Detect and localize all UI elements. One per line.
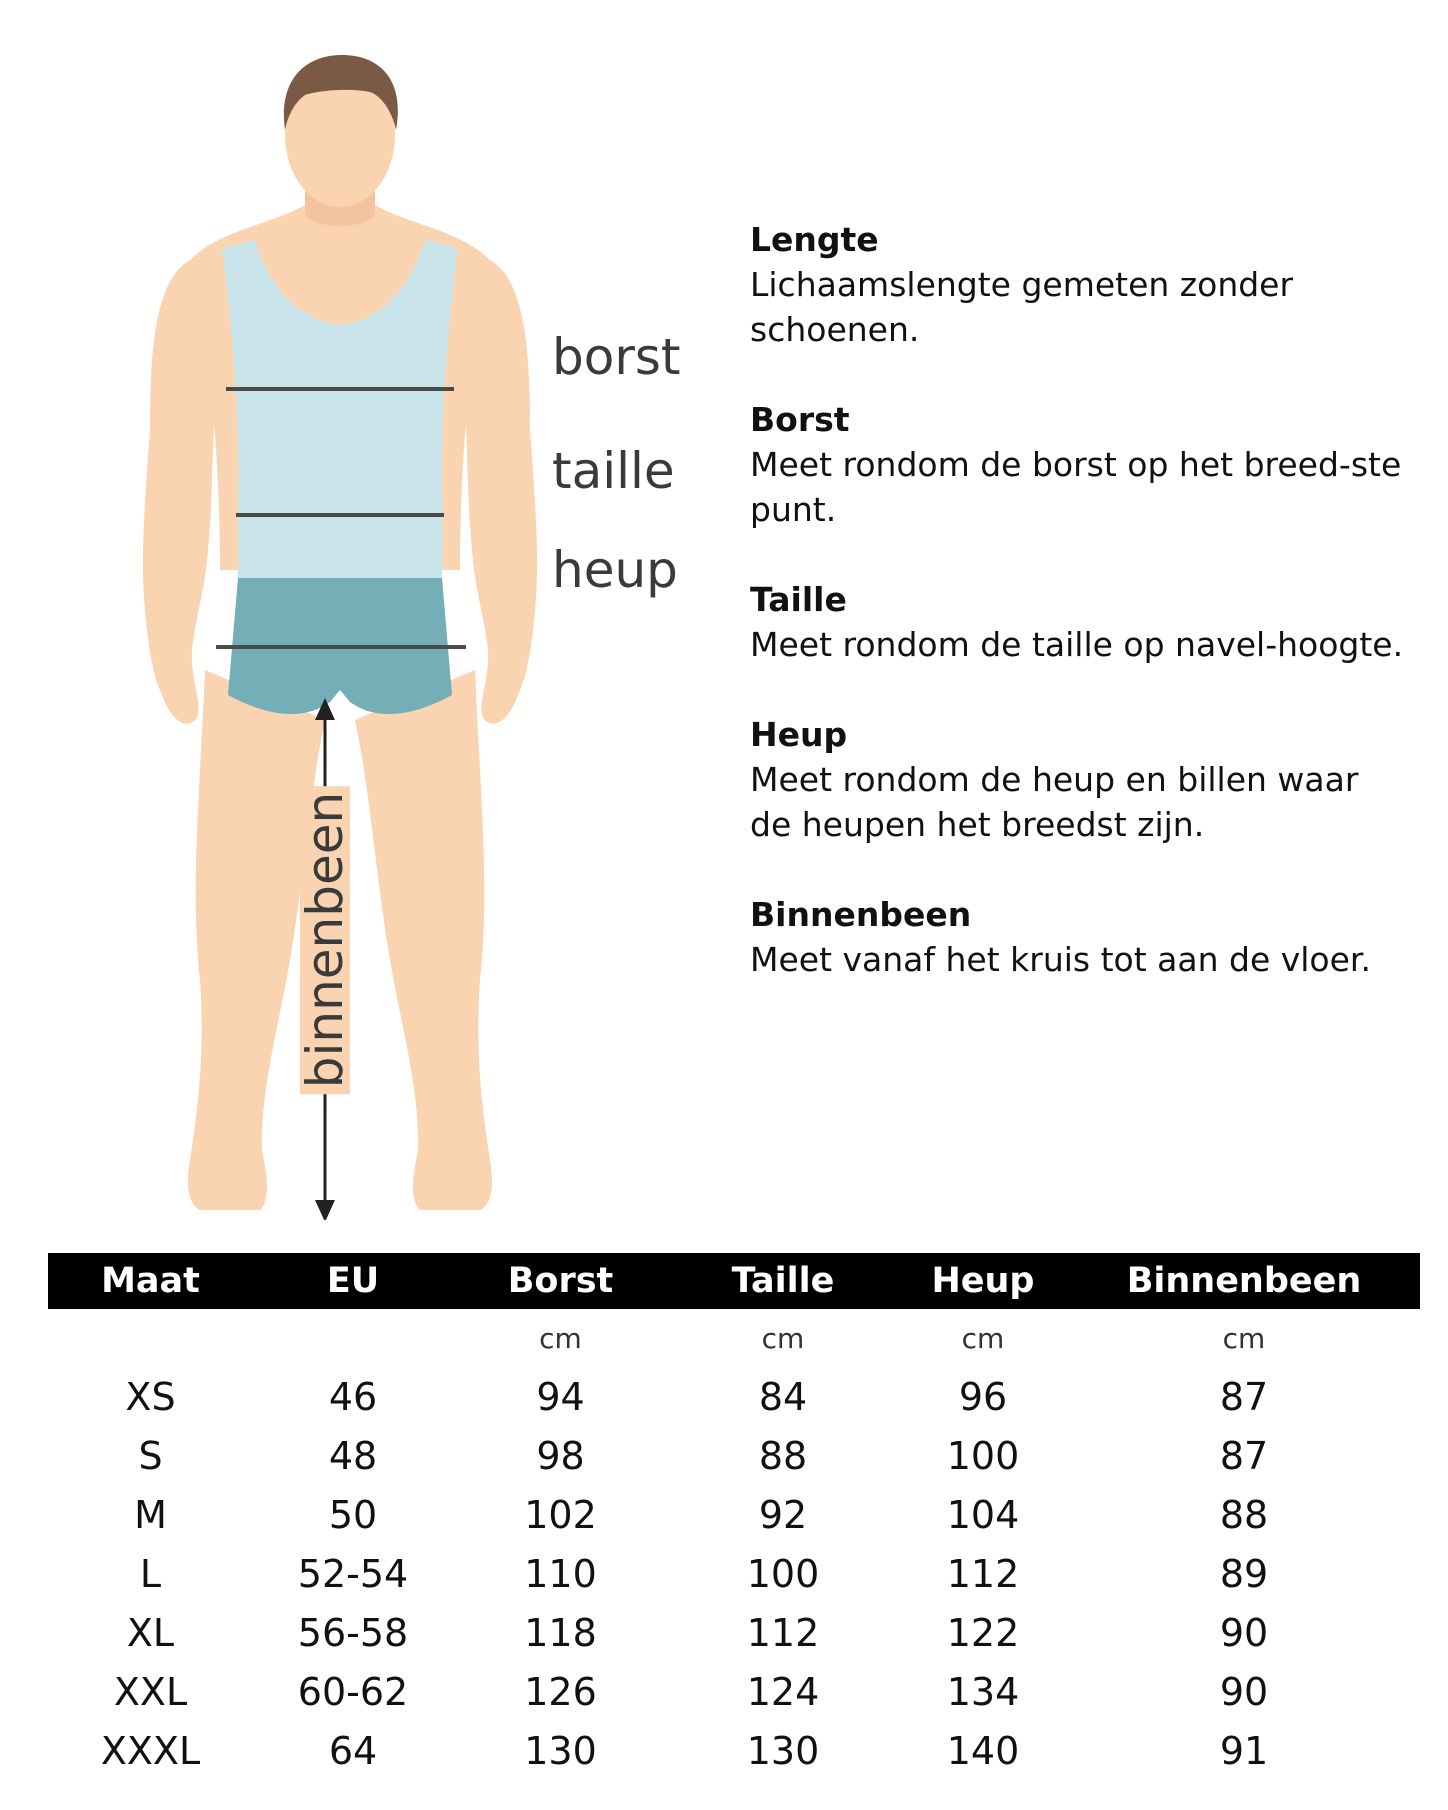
unit-cell xyxy=(48,1309,253,1367)
column-header-binnenbeen: Binnenbeen xyxy=(1068,1253,1420,1309)
description-text: Meet rondom de heup en billen waar de heupen het breedst zijn. xyxy=(750,760,1359,844)
cell-taille: 88 xyxy=(758,1433,808,1478)
cell-binnenbeen: 88 xyxy=(1219,1492,1269,1537)
cell-binnenbeen: 90 xyxy=(1219,1610,1269,1655)
unit-cell: cm xyxy=(961,1321,1005,1355)
description-text: Meet rondom de borst op het breed-ste punt. xyxy=(750,445,1402,529)
cell-eu: 46 xyxy=(328,1374,378,1419)
table-header-row xyxy=(48,1253,1420,1309)
inseam-label: binnenbeen xyxy=(300,786,350,1094)
table-row xyxy=(48,1603,1420,1662)
cell-borst: 126 xyxy=(524,1669,597,1714)
description-text: Meet rondom de taille op navel-hoogte. xyxy=(750,625,1404,664)
cell-binnenbeen: 91 xyxy=(1219,1728,1269,1773)
column-header-borst: Borst xyxy=(453,1253,668,1309)
description-taille xyxy=(750,578,1410,667)
cell-maat: S xyxy=(138,1433,163,1478)
units-row xyxy=(48,1309,1420,1367)
cell-eu: 50 xyxy=(328,1492,378,1537)
cell-eu: 48 xyxy=(328,1433,378,1478)
cell-borst: 94 xyxy=(536,1374,585,1419)
unit-cell: cm xyxy=(1222,1321,1266,1355)
size-table xyxy=(48,1253,1420,1780)
cell-borst: 98 xyxy=(536,1433,585,1478)
description-title: Borst xyxy=(750,400,850,439)
waist-label: taille xyxy=(552,442,675,500)
cell-maat: XXL xyxy=(113,1669,188,1714)
cell-maat: XXXL xyxy=(100,1728,201,1773)
column-header-eu: EU xyxy=(253,1253,453,1309)
table-row xyxy=(48,1662,1420,1721)
unit-cell: cm xyxy=(761,1321,805,1355)
description-title: Heup xyxy=(750,715,848,754)
cell-borst: 130 xyxy=(524,1728,597,1773)
cell-eu: 64 xyxy=(328,1728,378,1773)
cell-binnenbeen: 87 xyxy=(1219,1433,1269,1478)
description-text: Lichaamslengte gemeten zonder schoenen. xyxy=(750,265,1294,349)
column-header-taille: Taille xyxy=(668,1253,898,1309)
cell-heup: 96 xyxy=(958,1374,1008,1419)
cell-eu: 52-54 xyxy=(297,1551,409,1596)
cell-heup: 140 xyxy=(946,1728,1020,1773)
cell-heup: 104 xyxy=(946,1492,1020,1537)
cell-borst: 118 xyxy=(524,1610,597,1655)
description-title: Binnenbeen xyxy=(750,895,972,934)
cell-taille: 130 xyxy=(746,1728,820,1773)
chest-label: borst xyxy=(552,328,681,386)
description-borst xyxy=(750,398,1410,532)
cell-taille: 100 xyxy=(746,1551,820,1596)
cell-binnenbeen: 89 xyxy=(1219,1551,1269,1596)
description-title: Lengte xyxy=(750,220,879,259)
cell-borst: 110 xyxy=(524,1551,597,1596)
cell-taille: 112 xyxy=(746,1610,820,1655)
cell-eu: 56-58 xyxy=(297,1610,409,1655)
table-row xyxy=(48,1721,1420,1780)
cell-binnenbeen: 87 xyxy=(1219,1374,1269,1419)
table-row xyxy=(48,1485,1420,1544)
arrow-down-icon xyxy=(315,1200,335,1220)
table-row xyxy=(48,1544,1420,1603)
cell-maat: XS xyxy=(125,1374,176,1419)
description-title: Taille xyxy=(750,580,847,619)
cell-heup: 100 xyxy=(946,1433,1020,1478)
table-row xyxy=(48,1426,1420,1485)
cell-taille: 92 xyxy=(758,1492,808,1537)
cell-taille: 124 xyxy=(746,1669,820,1714)
cell-heup: 134 xyxy=(946,1669,1020,1714)
cell-taille: 84 xyxy=(758,1374,808,1419)
table-row xyxy=(48,1367,1420,1426)
cell-maat: XL xyxy=(126,1610,175,1655)
description-heup xyxy=(750,713,1410,847)
measurement-descriptions xyxy=(750,218,1410,1028)
cell-maat: L xyxy=(139,1551,162,1596)
cell-binnenbeen: 90 xyxy=(1219,1669,1269,1714)
description-text: Meet vanaf het kruis tot aan de vloer. xyxy=(750,940,1371,979)
cell-heup: 122 xyxy=(946,1610,1020,1655)
right-leg xyxy=(355,670,492,1210)
cell-borst: 102 xyxy=(524,1492,597,1537)
cell-eu: 60-62 xyxy=(297,1669,409,1714)
description-binnenbeen xyxy=(750,893,1410,982)
unit-cell: cm xyxy=(539,1321,582,1355)
hip-label: heup xyxy=(552,541,678,599)
column-header-heup: Heup xyxy=(898,1253,1068,1309)
unit-cell xyxy=(253,1309,453,1367)
cell-maat: M xyxy=(134,1492,167,1537)
cell-heup: 112 xyxy=(946,1551,1020,1596)
description-lengte xyxy=(750,218,1410,352)
column-header-maat: Maat xyxy=(48,1253,253,1309)
